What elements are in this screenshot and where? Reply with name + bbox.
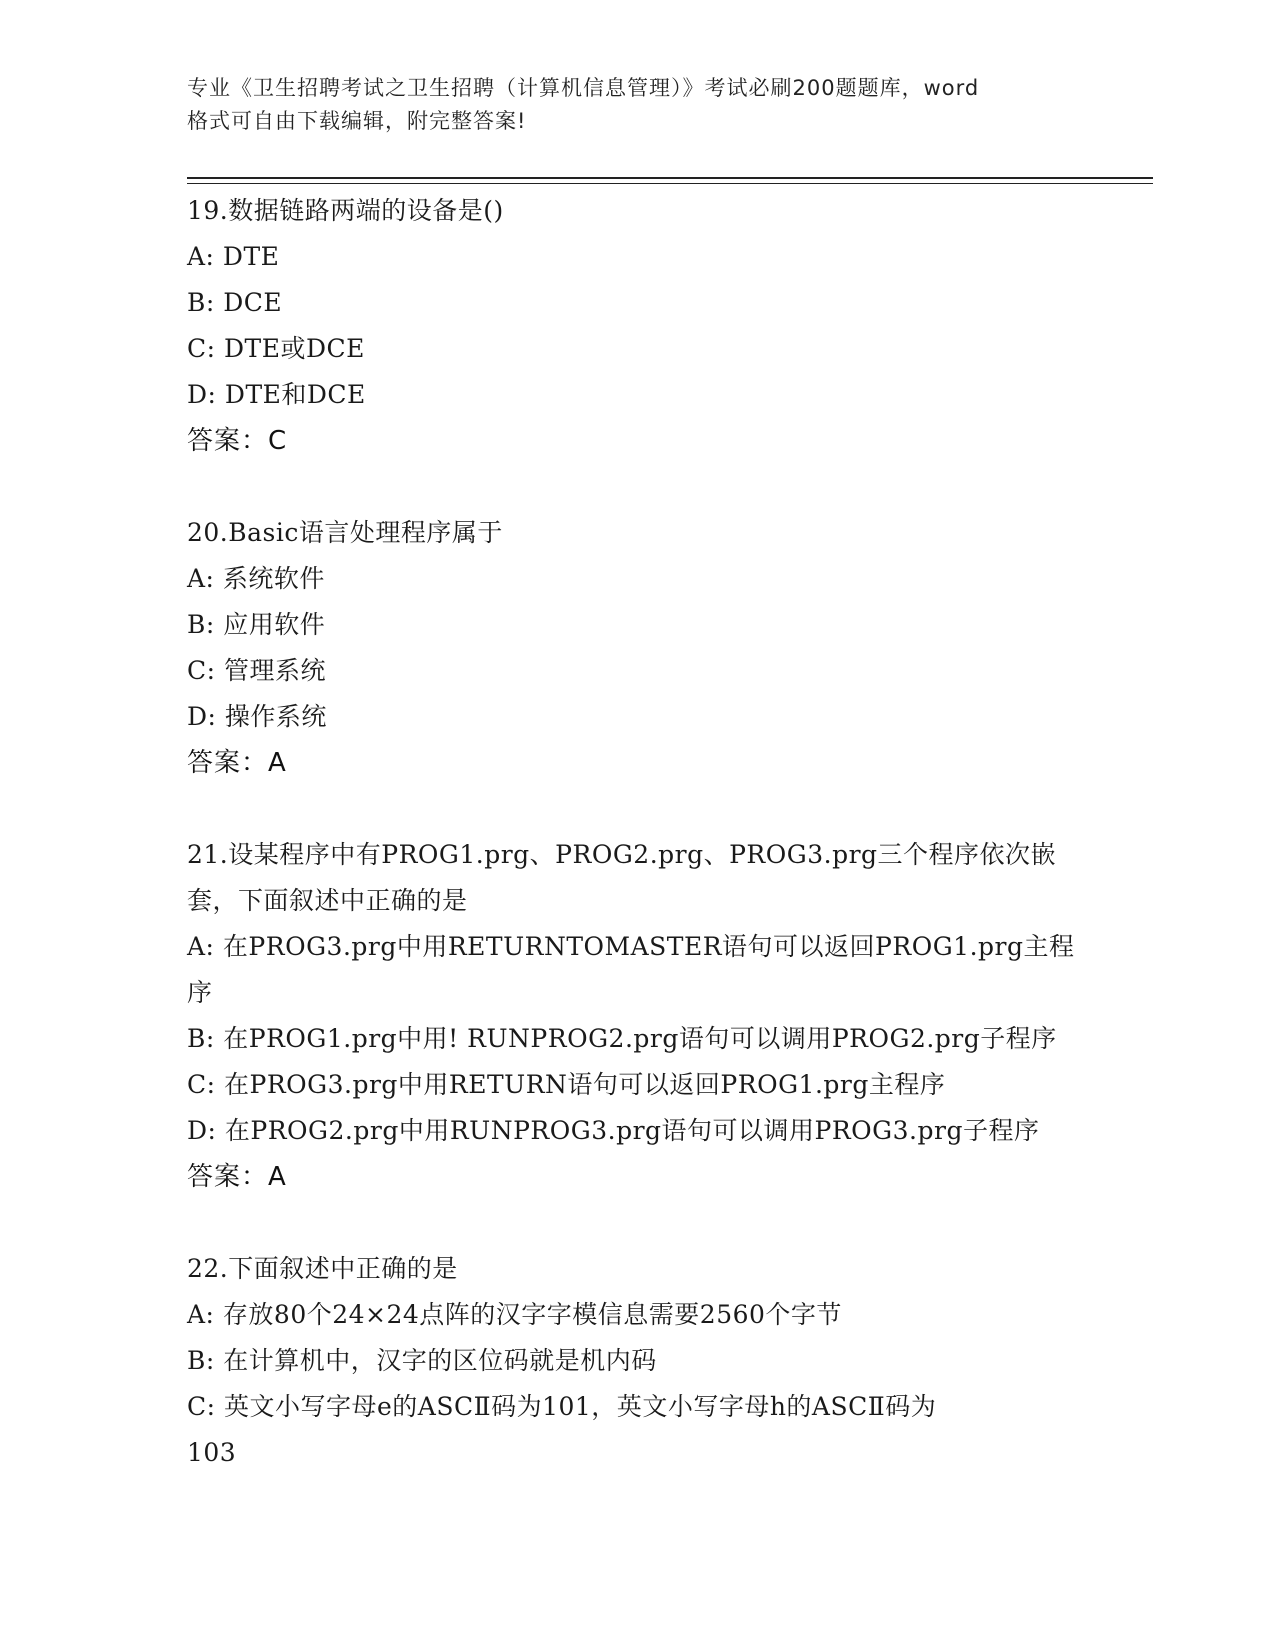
option-a: A: 存放80个24×24点阵的汉字字模信息需要2560个字节 — [187, 1300, 842, 1329]
question-21 — [187, 832, 1087, 1200]
header-line-2: 格式可自由下载编辑，附完整答案! — [187, 109, 527, 133]
option-c: C: 英文小写字母e的ASCⅡ码为101，英文小写字母h的ASCⅡ码为 — [187, 1392, 937, 1421]
option-a: A: 系统软件 — [187, 564, 325, 593]
option-b: B: 在PROG1.prg中用! RUNPROG2.prg语句可以调用PROG2.prg子程序 — [187, 1024, 1057, 1053]
question-20 — [187, 510, 1087, 786]
option-d: D: 在PROG2.prg中用RUNPROG3.prg语句可以调用PROG3.prg子程序 — [187, 1116, 1040, 1145]
option-c: C: DTE或DCE — [187, 334, 365, 363]
option-d: D: 操作系统 — [187, 702, 327, 731]
question-22 — [187, 1246, 1087, 1476]
question-stem: 20.Basic语言处理程序属于 — [187, 518, 503, 547]
question-stem-line-2: 套，下面叙述中正确的是 — [187, 886, 468, 915]
document-header — [187, 72, 1087, 138]
option-c: C: 管理系统 — [187, 656, 326, 685]
question-stem-line-1: 21.设某程序中有PROG1.prg、PROG2.prg、PROG3.prg三个程序依次嵌 — [187, 840, 1057, 869]
header-line-1: 专业《卫生招聘考试之卫生招聘（计算机信息管理）》考试必刷200题题库，word — [187, 76, 980, 100]
answer: 答案：A — [187, 1162, 287, 1192]
option-a-continuation: 序 — [187, 978, 213, 1007]
option-d: D: DTE和DCE — [187, 380, 366, 409]
option-b: B: 应用软件 — [187, 610, 326, 639]
option-c: C: 在PROG3.prg中用RETURN语句可以返回PROG1.prg主程序 — [187, 1070, 946, 1099]
answer: 答案：A — [187, 748, 287, 778]
header-divider-thin — [187, 183, 1153, 184]
option-c-continuation: 103 — [187, 1438, 237, 1467]
option-a: A: DTE — [187, 242, 280, 271]
question-list — [187, 188, 1087, 1522]
option-b: B: 在计算机中，汉字的区位码就是机内码 — [187, 1346, 657, 1375]
option-b: B: DCE — [187, 288, 283, 317]
answer: 答案：C — [187, 426, 288, 456]
question-19 — [187, 188, 1087, 464]
question-stem: 22.下面叙述中正确的是 — [187, 1254, 458, 1283]
header-divider-thick — [187, 177, 1153, 179]
option-a: A: 在PROG3.prg中用RETURNTOMASTER语句可以返回PROG1.prg主程 — [187, 932, 1075, 961]
question-stem: 19.数据链路两端的设备是() — [187, 196, 504, 225]
